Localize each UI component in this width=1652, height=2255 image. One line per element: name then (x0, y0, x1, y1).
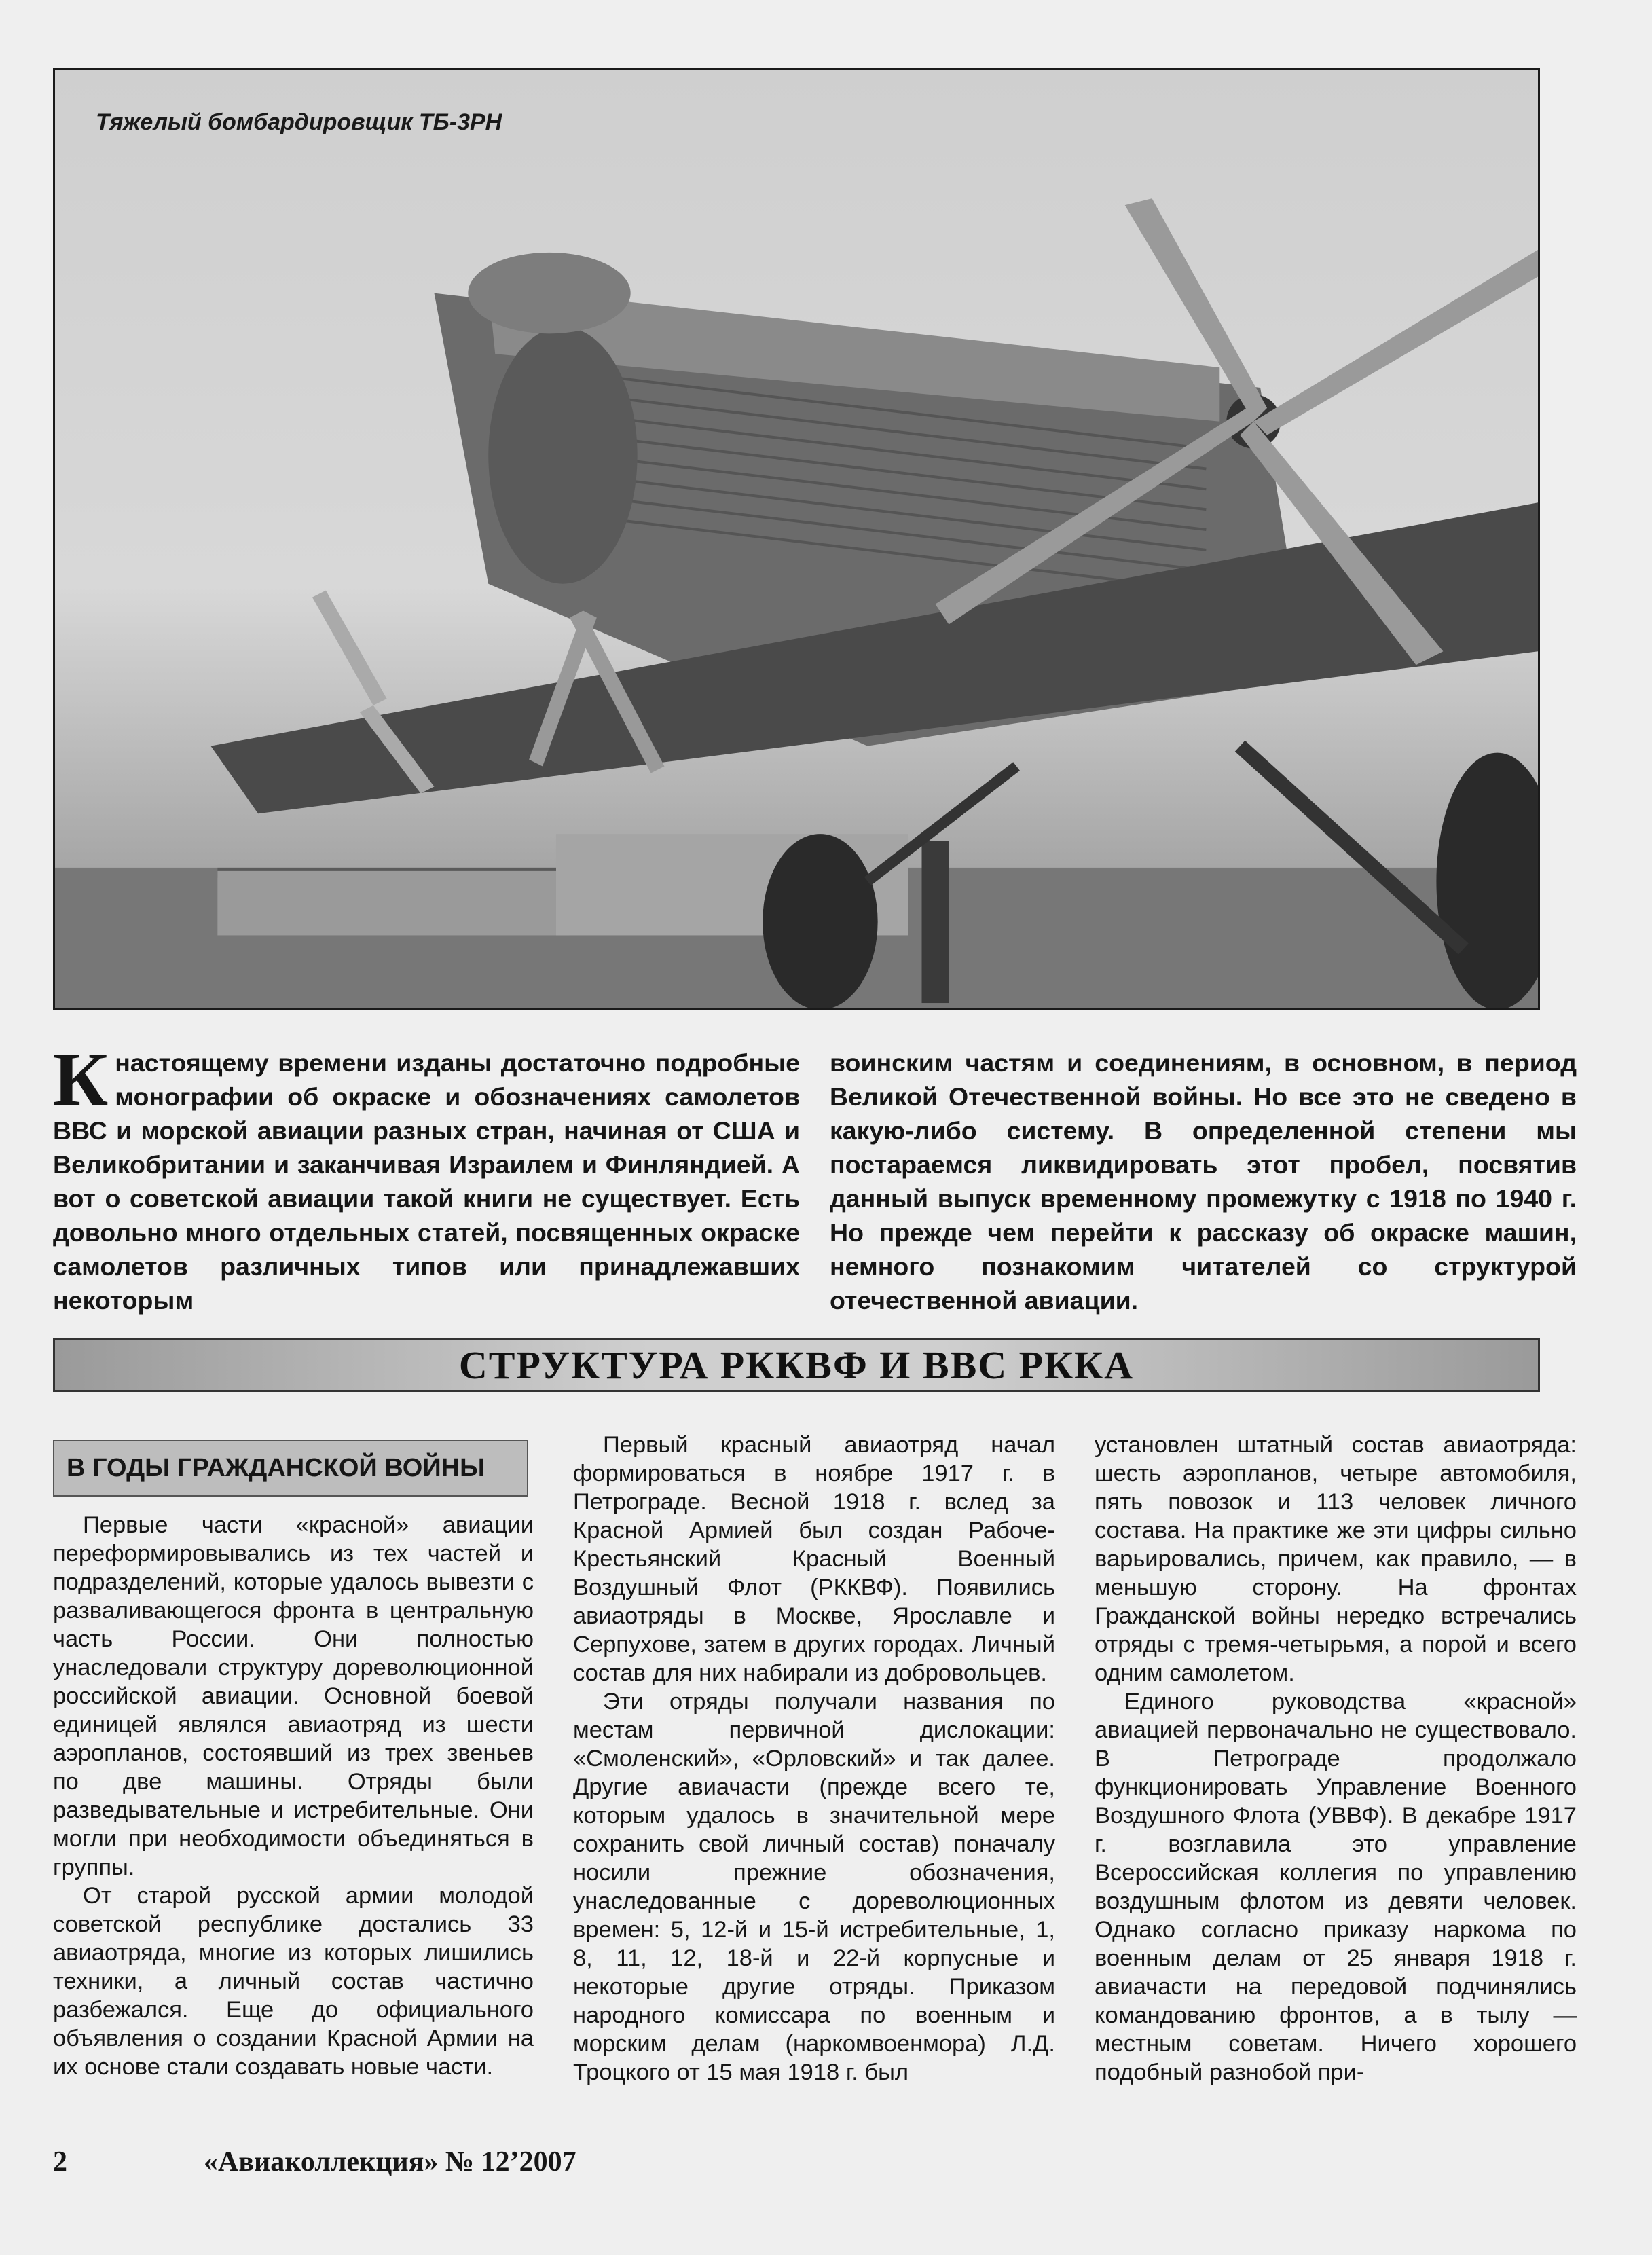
intro-left-column (53, 1038, 800, 1317)
paragraph: Единого руководства «красной» авиацией первоначально не существовало. В Петрограде продолжало функционировать Управление Военного Воздушного Флота (УВВФ). В декабре 1917 г. возглавила это управление Всероссийская коллегия по управлению воздушным флотом из девяти человек. Однако согласно приказу наркома по военным делам от 25 января 1918 г. авиачасти на передовой подчинялись командованию фронтов, а в тылу — местным советам. Ничего хорошего подобный разнобой при- (1095, 1689, 1577, 2085)
drop-cap: К (53, 1038, 109, 1122)
intro-right-column: воинским частям и соединениям, в основном, в период Великой Отечественной войны. Но все это не сведено в какую-либо систему. В определенной степени мы постараемся ликвидировать этот пробел, посвятив данный выпуск временному промежутку с 1918 по 1940 г. Но прежде чем перейти к рассказу об окраске машин, немного познакомим читателей со структурой отечественной авиации. (830, 1048, 1577, 1315)
subsection-heading: В ГОДЫ ГРАЖДАНСКОЙ ВОЙНЫ (53, 1440, 528, 1497)
paragraph: Первые части «красной» авиации переформировывались из тех частей и подразделений, которые удалось вывезти с разваливающегося фронта в центральную часть России. Они полностью унаследовали структуру дореволюционной российской авиации. Основной боевой единицей являлся авиаотряд из шести аэропланов, состоявший из трех звеньев по две машины. Отряды были разведывательные и истребительные. Они могли при необходимости объединяться в группы. (53, 1512, 534, 1880)
text-column-2 (573, 1431, 1055, 2087)
paragraph: Эти отряды получали названия по местам первичной дислокации: «Смоленский», «Орловский» и так далее. Другие авиачасти (прежде всего те, которым удалось в значительной мере сохранить свой личный состав) поначалу носили прежние обозначения, унаследованные с дореволюционных времен: 5, 12-й и 15-й истребительные, 1, 8, 11, 12, 18-й и 22-й корпусные и некоторые другие отряды. Приказом народного комиссара по военным и морским делам (наркомвоенмора) Л.Д. Троцкого от 15 мая 1918 г. был (573, 1689, 1055, 2085)
paragraph: Первый красный авиаотряд начал формироваться в ноябре 1917 г. в Петрограде. Весной 1918 г. вслед за Красной Армией был создан Рабоче-Крестьянский Красный Военный Воздушный Флот (РККВФ). Появились авиаотряды в Москве, Ярославле и Серпухове, затем в других городах. Личный состав для них набирали из добровольцев. (573, 1432, 1055, 1686)
section-title: СТРУКТУРА РККВФ И ВВС РККА (53, 1338, 1540, 1392)
page-number: 2 (53, 2146, 67, 2178)
magazine-issue: «Авиаколлекция» № 12’2007 (204, 2146, 576, 2178)
bomber-illustration (55, 70, 1538, 1008)
paragraph: От старой русской армии молодой советской республике достались 33 авиаотряда, многие из которых лишились техники, а личный состав частично разбежался. Еще до официального объявления о создании Красной Армии на их основе стали создавать новые части. (53, 1883, 534, 2080)
aircraft-photo (53, 68, 1540, 1010)
intro-left-text: настоящему времени изданы достаточно подробные монографии об окраске и обозначениях самолетов ВВС и морской авиации разных стран, начиная от США и Великобритании и заканчивая Израилем и Финляндией. А вот о советской авиации такой книги не существует. Есть довольно много отдельных статей, посвященных окраске самолетов различных типов или принадлежавших некоторым (53, 1048, 800, 1315)
paragraph: установлен штатный состав авиаотряда: шесть аэропланов, четыре автомобиля, пять повозок и 113 человек личного состава. На практике же эти цифры сильно варьировались, причем, как правило, — в меньшую сторону. На фронтах Гражданской войны нередко встречались отряды с тремя-четырьмя, а порой и всего одним самолетом. (1095, 1432, 1577, 1686)
photo-caption: Тяжелый бомбардировщик ТБ-3РН (96, 109, 502, 135)
text-column-3 (1095, 1431, 1577, 2087)
text-column-1 (53, 1511, 534, 2081)
